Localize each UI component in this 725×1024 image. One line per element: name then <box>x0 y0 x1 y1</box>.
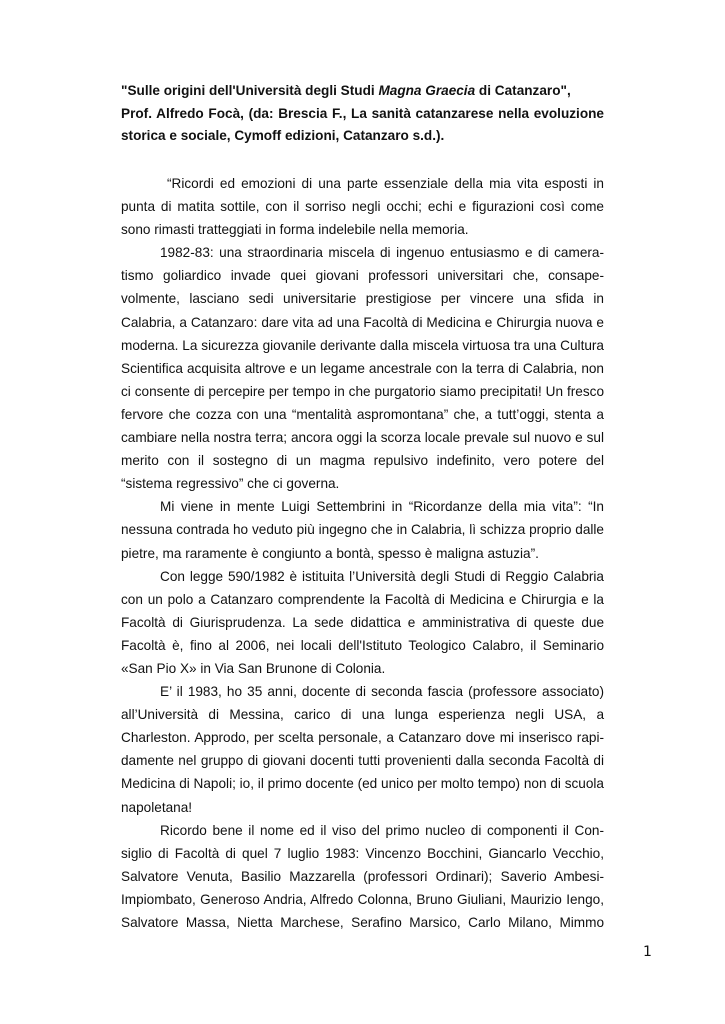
paragraph: Con legge 590/1982 è istituita l’Università degli Studi di Reggio Calabria con un polo a Catanzaro comprendente la Facoltà di Medicina e Chirurgia e la Facoltà di Giurisprudenza. La sede didattica e amministrativa di queste due Facoltà è, fino al 2006, nei locali dell'Istituto Teologico Calabro, il Seminario «San Pio X» in Via San Brunone di Colonia. <box>121 568 604 676</box>
document-header <box>121 80 604 148</box>
paragraph: Ricordo bene il nome ed il viso del primo nucleo di componenti il Consiglio di Facoltà di quel 7 luglio 1983: Vincenzo Bocchini, Giancarlo Vecchio, Salvatore Venuta, Basilio Mazzarella (professori Ordinari); Saverio Ambesi-Impiombato, Generoso Andria, Alfredo Colonna, Bruno Giuliani, Maurizio Iengo, Salvatore Massa, Nietta Marchese, Serafino Marsico, Carlo Milano, Mimmo <box>121 822 604 930</box>
header-title-part-2: di Catanzaro", <box>475 83 571 98</box>
header-title-italic: Magna Graecia <box>378 83 476 98</box>
document-body <box>121 172 604 934</box>
paragraph: E’ il 1983, ho 35 anni, docente di seconda fascia (professore associato) all’Università di Messina, carico di una lunga esperienza negli USA, a Charleston. Approdo, per scelta personale, a Catanzaro dove mi inserisco rapidamente nel gruppo di giovani docenti tutti provenienti dalla seconda Facoltà di Medicina di Napoli; io, il primo docente (ed unico per molto tempo) non di scuola napoletana! <box>121 684 604 815</box>
page-number: 1 <box>643 944 652 960</box>
paragraph: 1982-83: una straordinaria miscela di ingenuo entusiasmo e di cameratismo goliardico invade quei giovani professori universitari che, consapevolmente, lasciano sedi universitarie prestigiose per vincere una sfida in Calabria, a Catanzaro: dare vita ad una Facoltà di Medicina e Chirurgia nuova e moderna. La sicurezza giovanile derivante dalla miscela virtuosa tra una Cultura Scientifica acquisita altrove e un legame ancestrale con la terra di Calabria, non ci consente di percepire per tempo in che purgatorio siamo precipitati! Un fresco fervore che cozza con una “mentalità aspromontana” che, a tutt’oggi, stenta a cambiare nella nostra terra; ancora oggi la scorza locale prevale sul nuovo e sul merito con il sostegno di un magma repulsivo indefinito, vero potere del “sistema regressivo” che ci governa. <box>121 245 604 492</box>
header-title-line <box>121 80 604 103</box>
paragraph: Mi viene in mente Luigi Settembrini in “Ricordanze della mia vita”: “In nessuna contrada ho veduto più ingegno che in Calabria, lì schizza proprio dalle pietre, ma raramente è congiunto a bontà, spesso è maligna astuzia”. <box>121 499 604 561</box>
paragraph: “Ricordi ed emozioni di una parte essenziale della mia vita esposti in punta di matita sottile, con il sorriso negli occhi; echi e figurazioni così come sono rimasti tratteggiati in forma indelebile nella memoria. <box>121 176 604 238</box>
header-title-part-1: "Sulle origini dell'Università degli Studi <box>121 83 379 98</box>
header-citation: Prof. Alfredo Focà, (da: Brescia F., La sanità catanzarese nella evoluzione storica e sociale, Cymoff edizioni, Catanzaro s.d.). <box>121 105 604 143</box>
